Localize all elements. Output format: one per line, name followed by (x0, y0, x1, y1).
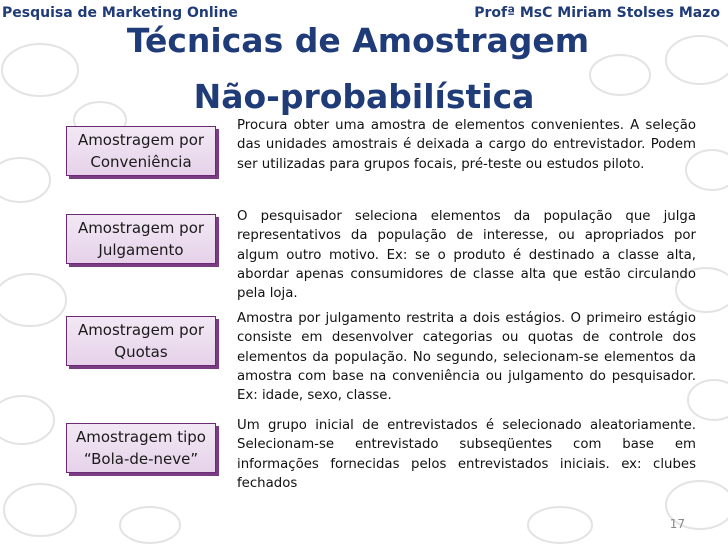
category-label-line1: Amostragem por (77, 219, 205, 237)
slide-title-line2: Não-probabilística (193, 77, 535, 116)
description-julgamento: O pesquisador seleciona elementos da população que julga representativos da população de interesse, ou apropriados por algum outro motivo. Ex: se o produto é destinado a classe alta, abordar apenas consumidores de classe alta que estão circulando pela loja. (237, 209, 696, 302)
category-label-line2: Quotas (114, 343, 168, 361)
category-label-line2: Julgamento (98, 241, 184, 259)
category-label-line1: Amostragem por (77, 321, 205, 339)
category-label-line2: “Bola-de-neve” (83, 450, 199, 468)
page-number: 17 (669, 517, 685, 531)
slide-title-line1: Técnicas de Amostragem (126, 21, 590, 60)
description-conveniencia: Procura obter uma amostra de elementos convenientes. A seleção das unidades amostrais é deixada a cargo do entrevistador. Podem ser utilizadas para grupos focais, pré-teste ou estudos piloto. (237, 118, 696, 172)
description-quotas: Amostra por julgamento restrita a dois estágios. O primeiro estágio consiste em desenvolver categorias ou quotas de controle dos elementos da população. No segundo, selecionam-se elementos da amostra com base na conveniência ou julgamento do pesquisador. Ex: idade, sexo, classe. (237, 311, 696, 404)
category-box-bola-de-neve (66, 423, 216, 473)
category-label-line1: Amostragem por (77, 131, 205, 149)
category-box-julgamento (66, 214, 216, 264)
course-name: Pesquisa de Marketing Online (2, 5, 238, 21)
description-bola-de-neve: Um grupo inicial de entrevistados é selecionado aleatoriamente. Selecionam-se entrevistado subseqüentes com base em informações fornecidas pelos entrevistados iniciais. ex: clubes fechados (237, 418, 696, 491)
category-box-quotas (66, 316, 216, 366)
category-label-line2: Conveniência (90, 153, 192, 171)
category-label-line1: Amostragem tipo (76, 428, 206, 446)
category-box-conveniencia (66, 126, 216, 176)
author-name: Profª MsC Miriam Stolses Mazo (474, 5, 720, 21)
